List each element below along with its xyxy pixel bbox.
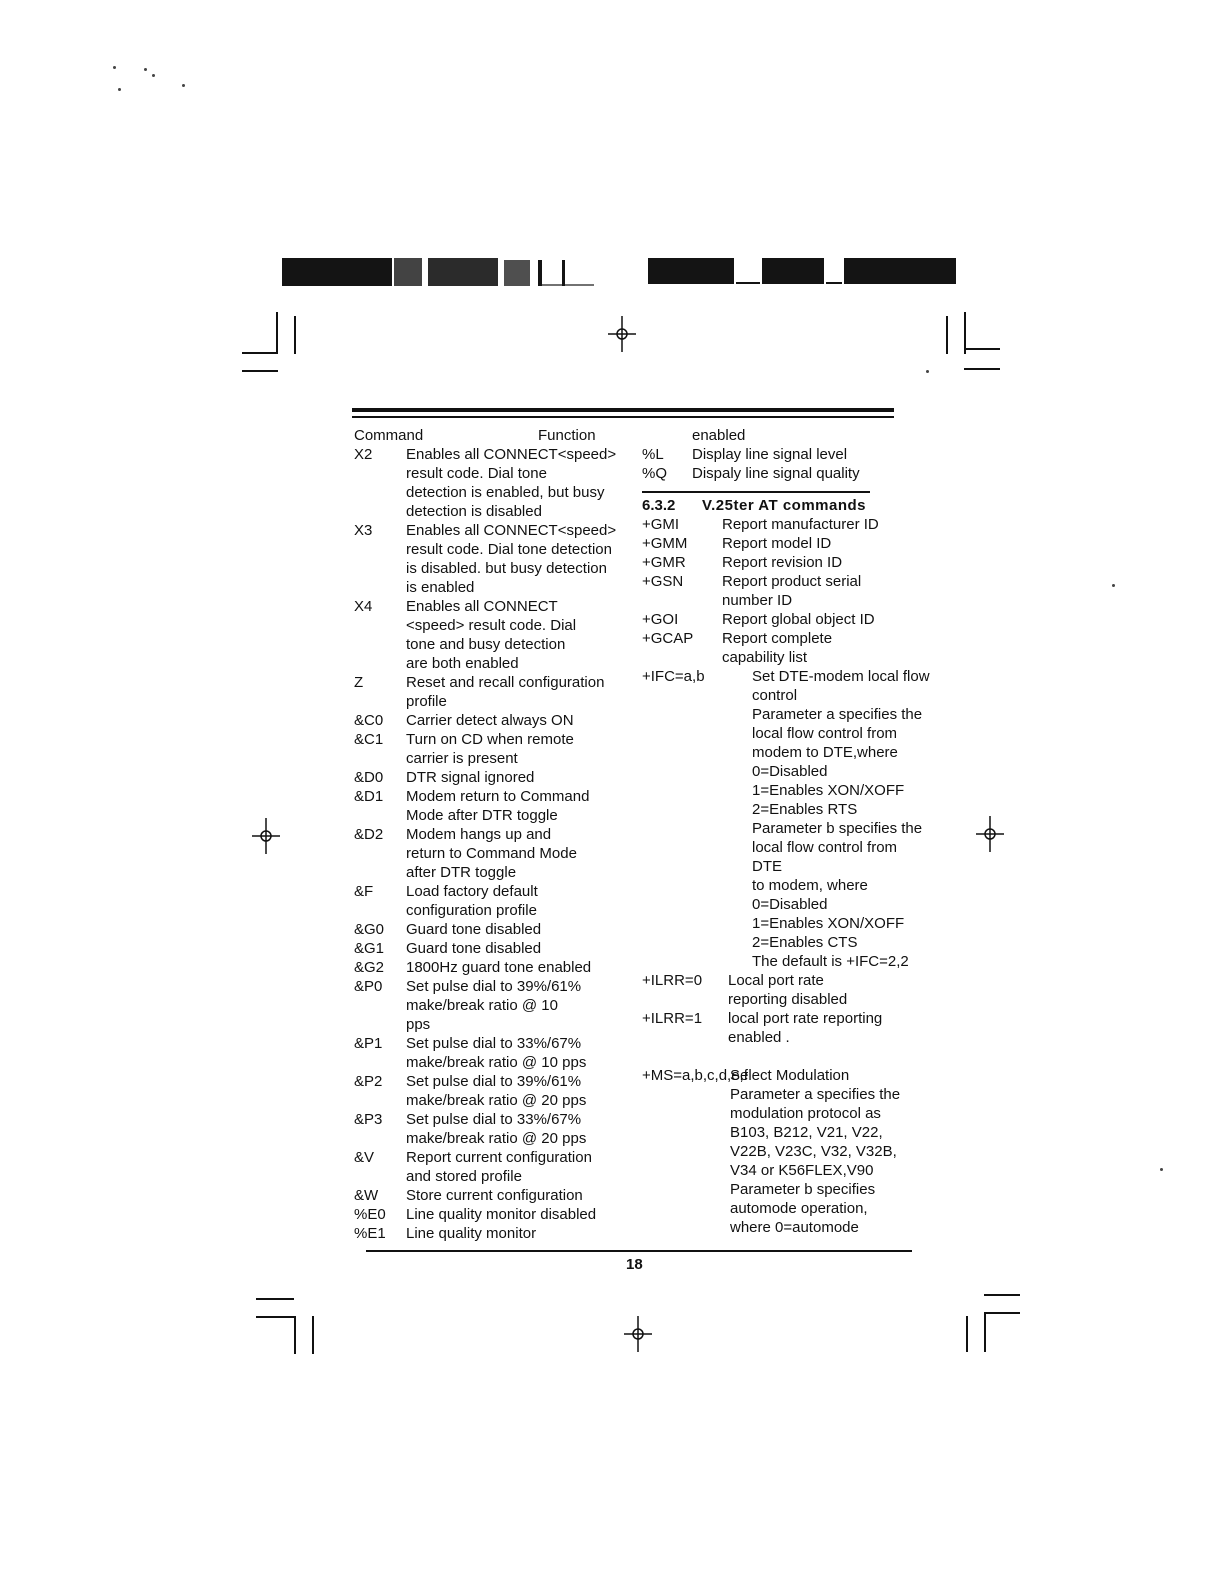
function-text: Set DTE-modem local flow [752,667,930,685]
command-code: &G2 [354,959,385,976]
function-text: Line quality monitor disabled [406,1206,597,1223]
command-code: &G1 [354,940,385,957]
function-text: modulation protocol as [730,1104,881,1122]
command-entry [642,667,930,971]
function-text: 0=Disabled [752,762,828,780]
command-entry [354,1148,626,1186]
command-entry [642,1066,914,1237]
function-text: Set pulse dial to 39%/61% [406,978,582,995]
function-text: Guard tone disabled [406,921,542,938]
command-code: &W [354,1187,379,1204]
function-text: to modem, where [752,876,868,894]
right-top-list [642,426,914,483]
header-command: Command [354,427,424,444]
function-text: carrier is present [406,750,518,767]
scan-speck [144,68,147,71]
command-entry [354,711,626,730]
command-code: X3 [354,522,373,539]
command-entry [642,971,914,1009]
function-text: Line quality monitor [406,1225,537,1242]
function-text: Dispaly line signal quality [692,465,860,482]
command-code: +ILRR=0 [642,971,703,989]
command-entry [354,445,626,521]
command-entry [354,825,626,882]
function-text: make/break ratio @ 10 pps [406,1054,587,1071]
top-rule-thin [352,416,894,418]
command-entry [354,1205,626,1224]
function-text: tone and busy detection [406,636,566,653]
scan-speck [1160,1168,1163,1171]
function-text: DTE [752,857,782,875]
command-entry [354,920,626,939]
function-text: control [752,686,798,704]
command-code: &P3 [354,1111,383,1128]
function-text: V22B, V23C, V32, V32B, [730,1142,897,1160]
function-text: make/break ratio @ 20 pps [406,1130,587,1147]
function-text: capability list [722,648,808,666]
function-text: V34 or K56FLEX,V90 [730,1161,874,1179]
right-column [642,426,930,1237]
function-text: are both enabled [406,655,519,672]
header-function: Function [538,427,596,444]
function-text: Modem hangs up and [406,826,552,843]
command-entry [642,534,914,553]
function-text: number ID [722,591,793,609]
section-heading [642,496,914,515]
command-entry [642,426,914,445]
function-text: 1=Enables XON/XOFF [752,914,905,932]
left-command-list [354,445,626,1243]
command-entry [354,787,626,825]
scan-speck [118,88,121,91]
registration-mark-icon [620,1314,656,1354]
function-text: Load factory default [406,883,538,900]
command-entry [354,977,626,1034]
function-text: local flow control from [752,838,898,856]
command-code: +GSN [642,572,684,590]
function-text: local flow control from [752,724,898,742]
command-code: %E0 [354,1206,386,1223]
function-text: Guard tone disabled [406,940,542,957]
command-entry [354,521,626,597]
function-text: Report complete [722,629,833,647]
function-text: make/break ratio @ 10 [406,997,558,1014]
scan-speck [182,84,185,87]
function-text: 1=Enables XON/XOFF [752,781,905,799]
function-text: 2=Enables CTS [752,933,858,951]
header-bar-right [648,256,958,286]
command-entry [354,939,626,958]
function-text: Display line signal level [692,446,848,463]
function-text: Parameter a specifies the [752,705,923,723]
function-text: 1800Hz guard tone enabled [406,959,592,976]
function-text: Report revision ID [722,553,843,571]
command-code: +IFC=a,b [642,667,705,685]
command-code: X4 [354,598,373,615]
function-text: Turn on CD when remote [406,731,574,748]
function-text: result code. Dial tone [406,465,547,482]
command-code: +MS=a,b,c,d,e,f [642,1066,748,1084]
section-number: 6.3.2 [642,496,676,514]
command-entry [642,553,914,572]
column-header [354,426,626,445]
registration-mark-icon [604,314,640,354]
function-text: Report product serial [722,572,862,590]
registration-mark-icon [972,814,1008,854]
scan-speck [926,370,929,373]
function-text: DTR signal ignored [406,769,535,786]
top-rule-thick [352,408,894,412]
function-text: automode operation, [730,1199,868,1217]
command-entry [354,882,626,920]
command-entry [642,515,914,534]
function-text: Set pulse dial to 33%/67% [406,1111,582,1128]
command-entry [642,610,914,629]
function-text: Select Modulation [730,1066,850,1084]
function-text: Enables all CONNECT<speed> [406,522,617,539]
function-text: return to Command Mode [406,845,577,862]
function-text: make/break ratio @ 20 pps [406,1092,587,1109]
function-text: Parameter a specifies the [730,1085,901,1103]
function-text: is enabled [406,579,475,596]
function-text: pps [406,1016,431,1033]
function-text: Mode after DTR toggle [406,807,558,824]
function-text: Enables all CONNECT [406,598,558,615]
function-text: Carrier detect always ON [406,712,574,729]
command-code: &D2 [354,826,384,843]
command-entry [354,597,626,673]
command-code: X2 [354,446,373,463]
registration-mark-icon [248,816,284,856]
command-entry [354,1224,626,1243]
function-text: detection is disabled [406,503,542,520]
command-code: &G0 [354,921,385,938]
function-text: Enables all CONNECT<speed> [406,446,617,463]
command-code: +GMM [642,534,688,552]
function-text: Modem return to Command [406,788,590,805]
scan-speck [152,74,155,77]
function-text: after DTR toggle [406,864,517,881]
command-code: Z [354,674,364,691]
function-text: Reset and recall configuration [406,674,605,691]
left-column [354,426,626,1243]
function-text: Report model ID [722,534,832,552]
command-code: &F [354,883,374,900]
command-entry [642,629,914,667]
function-text: The default is +IFC=2,2 [752,952,909,970]
function-text: Local port rate [728,971,824,989]
function-text: local port rate reporting [728,1009,883,1027]
command-code: +ILRR=1 [642,1009,703,1027]
header-bar-left [282,258,598,286]
scan-speck [113,66,116,69]
function-text: and stored profile [406,1168,522,1185]
function-text: Report manufacturer ID [722,515,879,533]
command-code: +GMI [642,515,680,533]
function-text: reporting disabled [728,990,848,1008]
function-text: Report current configuration [406,1149,592,1166]
command-code: &P2 [354,1073,383,1090]
function-text: enabled [692,427,746,444]
function-text: detection is enabled, but busy [406,484,605,501]
function-text: Parameter b specifies [730,1180,876,1198]
page-number: 18 [626,1256,643,1273]
function-text: configuration profile [406,902,537,919]
section-title: V.25ter AT commands [702,496,867,514]
command-code: &C0 [354,712,384,729]
command-entry [354,673,626,711]
function-text: result code. Dial tone detection [406,541,612,558]
function-text: modem to DTE,where [752,743,898,761]
function-text: B103, B212, V21, V22, [730,1123,883,1141]
section-rule [642,491,870,493]
command-entry [642,1009,914,1047]
command-code: +GOI [642,610,679,628]
command-entry [354,768,626,787]
function-text: <speed> result code. Dial [406,617,577,634]
command-entry [354,1034,626,1072]
function-text: profile [406,693,447,710]
command-code: &V [354,1149,375,1166]
command-entry [354,730,626,768]
command-code: +GCAP [642,629,694,647]
command-code: &P1 [354,1035,383,1052]
function-text: enabled . [728,1028,790,1046]
right-command-list [642,515,930,1237]
command-code: %L [642,446,664,463]
command-entry [354,958,626,977]
command-entry [642,572,914,610]
scan-speck [1112,584,1115,587]
command-code: &D0 [354,769,384,786]
function-text: is disabled. but busy detection [406,560,607,577]
command-entry [354,1110,626,1148]
bottom-rule [366,1250,912,1252]
command-entry [354,1072,626,1110]
function-text: Store current configuration [406,1187,583,1204]
function-text: 0=Disabled [752,895,828,913]
function-text: Set pulse dial to 33%/67% [406,1035,582,1052]
command-entry [354,1186,626,1205]
command-code: %E1 [354,1225,386,1242]
command-code: +GMR [642,553,686,571]
command-entry [642,445,914,464]
command-code: &C1 [354,731,384,748]
function-text: Parameter b specifies the [752,819,923,837]
function-text: where 0=automode [730,1218,859,1236]
command-code: &P0 [354,978,383,995]
command-entry [642,464,914,483]
function-text: Set pulse dial to 39%/61% [406,1073,582,1090]
function-text: 2=Enables RTS [752,800,858,818]
command-code: &D1 [354,788,384,805]
function-text: Report global object ID [722,610,875,628]
command-code: %Q [642,465,668,482]
